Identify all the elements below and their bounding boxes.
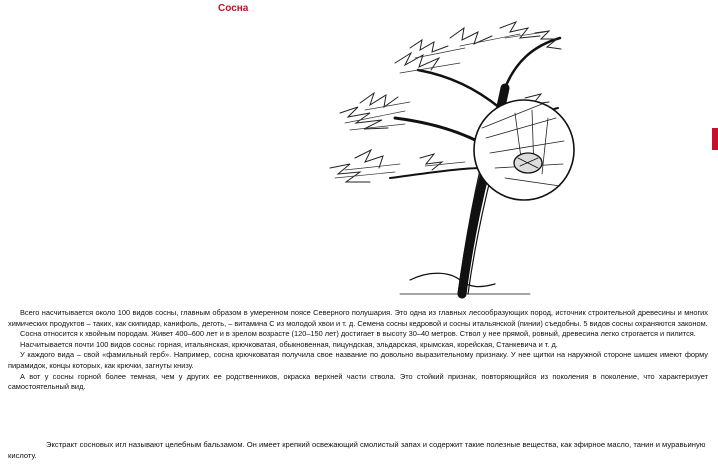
edge-marker bbox=[712, 128, 718, 150]
extract-paragraph: Экстракт сосновых игл называют целебным бальзамом. Он имеет крепкий освежающий смолистый запах и содержит такие полезные вещества, как эфирное масло, танин и муравьиную кислоту. bbox=[8, 440, 706, 460]
paragraph: Всего насчитывается около 100 видов сосны, главным образом в умеренном поясе Северного полушария. Это одна из главных лесообразующих пород, источник строительной древесины и многих химических продуктов – таких, как скипидар, канифоль, деготь, – витамина С из молодой хвои и т. д. Семена сосны кедровой и сосны итальянской (пинии) съедобны. 5 видов сосны охраняются законом. bbox=[8, 308, 708, 328]
paragraph: У каждого вида – свой «фамильный герб». Например, сосна крючковатая получила свое название по довольно выразительному признаку. У нее щитки на наружной стороне шишек имеют форму пирамидок, концы которых, как крючки, загнуты книзу. bbox=[8, 350, 708, 370]
paragraph: А вот у сосны горной более темная, чем у других ее родственников, окраска верхней части ствола. Это стойкий признак, повторяющийся из поколения в поколение, что характеризует самостоятельный вид. bbox=[8, 371, 708, 392]
article-body bbox=[8, 308, 708, 393]
paragraph: Сосна относится к хвойным породам. Живет 400–600 лет и в зрелом возрасте (120–150 лет) достигает в высоту 30–40 метров. Ствол у нее прямой, ровный, древесина легко строгается и пилится. bbox=[20, 329, 696, 339]
page-title: Сосна bbox=[218, 3, 249, 14]
paragraph: Насчитывается почти 100 видов сосны: горная, итальянская, крючковатая, обыкновенная, пицундская, эльдарская, крымская, корейская, Станкевича и т. д. bbox=[20, 339, 558, 349]
pine-tree-illustration bbox=[300, 18, 600, 308]
extract-note bbox=[8, 439, 708, 461]
